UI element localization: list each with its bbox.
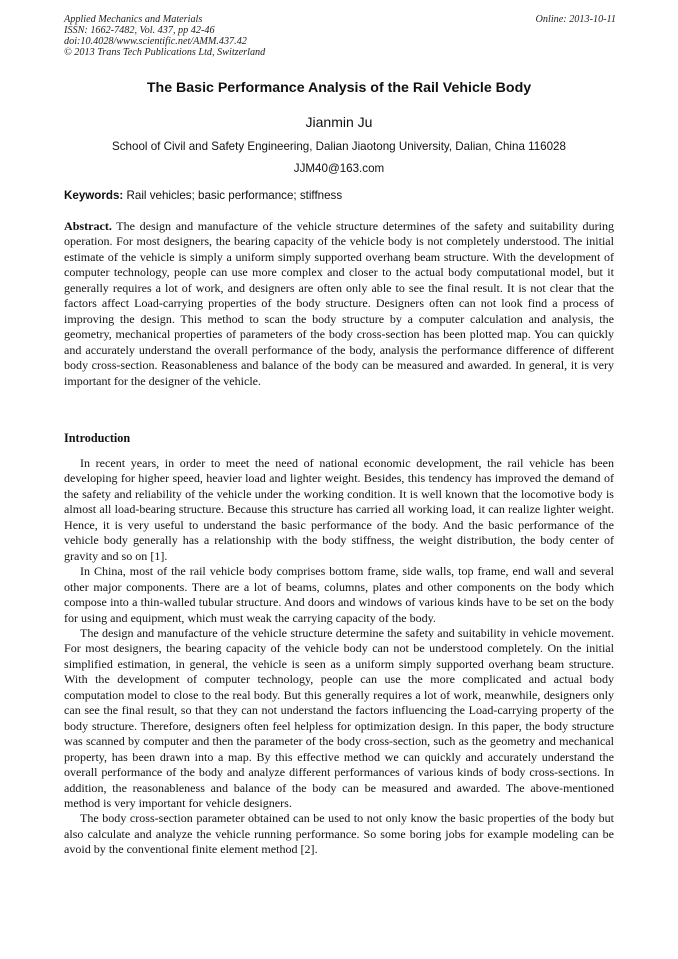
paragraph: The design and manufacture of the vehicle structure determine the safety and suitability in vehicle movement. For most designers, the bearing capacity of the vehicle body can not be understood completely. On the initial simplified estimation, in general, the vehicle is seen as a uniform simply supported overhang beam structure. With the development of computer technology, people can use the more complicated and actual body computation model to close to the real body. But this generally requires a lot of work, meanwhile, designers only can see the final result, so that they can not understand the factors influencing the Load-carrying property of the body structure. Therefore, designers often feel helpless for optimization design. In this paper, the body structure was scanned by computer and then the parameter of the body cross-section, such as the geometry and mechanical property, has been drawn into a map. By this effective method we can quickly and accurately understand the overall performance of the body and analyze different performances of various kinds of body cross-sections. In addition, the reasonableness and balance of the body can be measured and awarded. The above-mentioned method is very important for vehicle designers. bbox=[64, 625, 614, 810]
abstract bbox=[64, 219, 614, 389]
paragraph: In China, most of the rail vehicle body comprises bottom frame, side walls, top frame, end wall and several other major components. There are a lot of beams, columns, plates and other components on the body which compose into a thin-walled tubular structure. And doors and windows of various kinds have to be set on the body for using and equipment, which must weak the carrying capacity of the body. bbox=[64, 564, 614, 625]
introduction-body bbox=[64, 456, 614, 858]
author-email[interactable]: JJM40@163.com bbox=[293, 162, 385, 175]
author-affiliation: School of Civil and Safety Engineering, Dalian Jiaotong University, Dalian, China 116028 bbox=[112, 140, 566, 153]
abstract-text: The design and manufacture of the vehicle structure determines of the safety and suitability during operation. For most designers, the bearing capacity of the vehicle body is not completely understood. The initial estimate of the vehicle is simply a uniform simply supported overhang beam structure. With the development of computer technology, people can use more complex and closer to the actual body computational model, but it generally requires a lot of work, and designers are often only able to see the final result. It is not clear that the factors affect Load-carrying properties of the body structure. Designers often can not look find a process of improving the design. This method to scan the body structure by a computer calculation and analysis, the geometry, mechanical properties of parameters of the body cross-section has been plotted map. You can quickly and accurately understand the overall performance of the body, analysis the performance difference of different body cross-section. Reasonableness and balance of the body can be measured and awarded. In general, it is very important for the designer of the vehicle. bbox=[64, 219, 614, 388]
author-name: Jianmin Ju bbox=[305, 114, 373, 130]
keywords-label: Keywords: bbox=[64, 189, 124, 202]
abstract-label: Abstract. bbox=[64, 219, 112, 233]
journal-name: Applied Mechanics and Materials bbox=[64, 14, 203, 25]
paper-title: The Basic Performance Analysis of the Rail Vehicle Body bbox=[146, 80, 532, 96]
journal-copyright: © 2013 Trans Tech Publications Ltd, Switzerland bbox=[64, 47, 266, 58]
paragraph: The body cross-section parameter obtained can be used to not only know the basic properties of the body but also calculate and analyze the vehicle running performance. So some boring jobs for example modeling can be avoid by the conventional finite element method [2]. bbox=[64, 811, 614, 857]
journal-header bbox=[64, 14, 616, 58]
paragraph: In recent years, in order to meet the need of national economic development, the rail vehicle has been developing for higher speed, heavier load and lighter weight. Besides, this tendency has improved the demand of the safety and reliability of the vehicle under the working condition. It is well known that the locomotive body is almost all load-bearing structure. Because this structure has carried all working load, it can realize lighter weight. Hence, it is very useful to understand the basic performance of the body. And the basic performance of the vehicle body generally has a relationship with the body stiffness, the weight distribution, the body center of gravity and so on [1]. bbox=[64, 456, 614, 563]
section-heading-introduction: Introduction bbox=[64, 431, 131, 445]
journal-issn: ISSN: 1662-7482, Vol. 437, pp 42-46 bbox=[64, 25, 215, 36]
online-date: Online: 2013-10-11 bbox=[535, 14, 616, 25]
keywords-text: Rail vehicles; basic performance; stiffness bbox=[123, 189, 343, 202]
keywords bbox=[64, 189, 616, 202]
journal-doi[interactable]: doi:10.4028/www.scientific.net/AMM.437.42 bbox=[64, 36, 247, 47]
